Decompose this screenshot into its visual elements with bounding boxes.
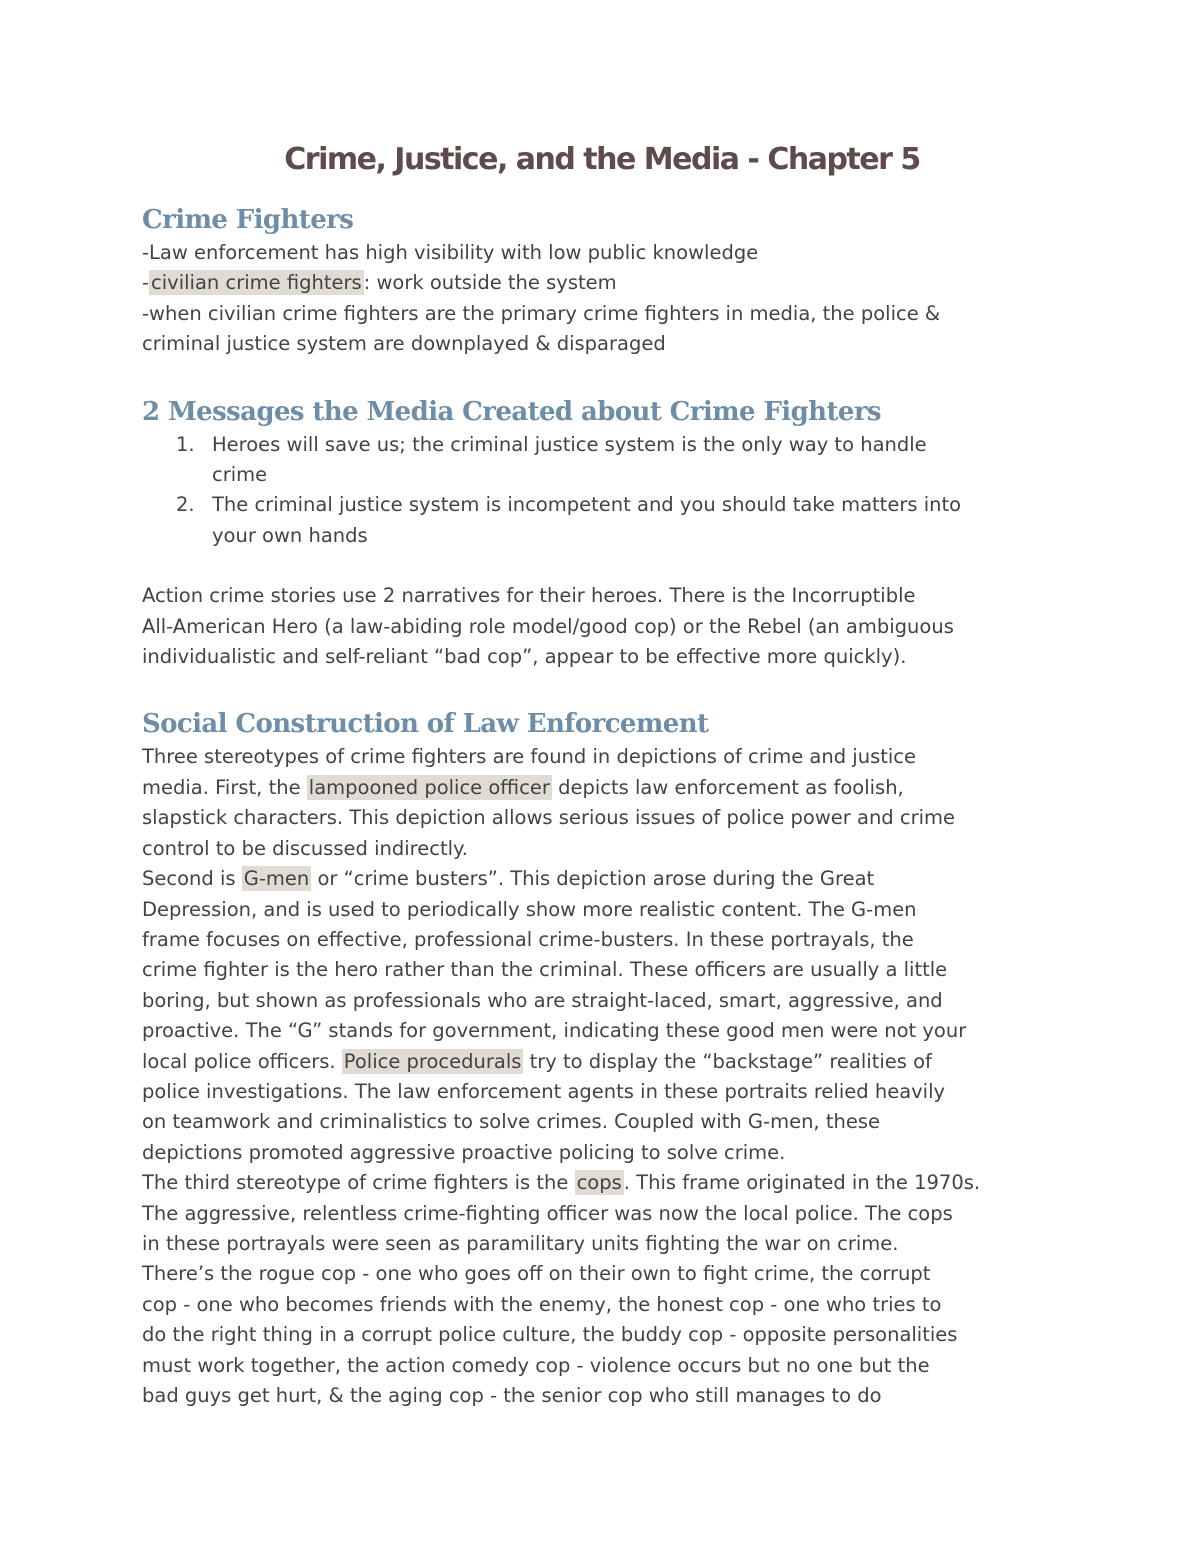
body-line: on teamwork and criminalistics to solve crimes. Coupled with G-men, these (142, 1110, 880, 1134)
line-prefix: Second is (142, 867, 242, 891)
body-line: cop - one who becomes friends with the enemy, the honest cop - one who tries to (142, 1292, 942, 1316)
body-line: -Law enforcement has high visibility with low public knowledge (142, 241, 759, 264)
line-suffix: depicts law enforcement as foolish, (551, 775, 904, 799)
line-suffix: : work outside the system (363, 271, 617, 295)
body-line: Depression, and is used to periodically show more realistic content. The G-men (142, 897, 917, 921)
line-suffix: or “crime busters”. This depiction arose during the Great (311, 867, 875, 891)
list-item (142, 490, 1062, 551)
numbered-list (142, 430, 1062, 552)
line-suffix: . This frame originated in the 1970s. (623, 1171, 981, 1195)
body-line: All-American Hero (a law-abiding role model/good cop) or the Rebel (an ambiguous (142, 614, 954, 638)
body-line (142, 864, 1062, 894)
body-line: boring, but shown as professionals who are straight-laced, smart, aggressive, and (142, 988, 943, 1012)
list-item-line: Heroes will save us; the criminal justice system is the only way to handle (212, 432, 927, 456)
highlighted-term: lampooned police officer (308, 775, 550, 799)
body-line: bad guys get hurt, & the aging cop - the senior cop who still manages to do (142, 1384, 882, 1407)
section-messages (142, 394, 1062, 673)
document-page (142, 140, 1062, 1411)
body-line: must work together, the action comedy cop - violence occurs but no one but the (142, 1353, 930, 1377)
body-line: Action crime stories use 2 narratives for their heroes. There is the Incorruptible (142, 584, 916, 608)
list-item-line: your own hands (212, 523, 368, 547)
highlighted-term: civilian crime fighters (151, 271, 362, 295)
line-suffix: try to display the “backstage” realities of (523, 1049, 932, 1073)
body-line: do the right thing in a corrupt police culture, the buddy cop - opposite personalities (142, 1323, 958, 1347)
line-prefix: The third stereotype of crime fighters is the (142, 1171, 575, 1195)
document-title: Crime, Justice, and the Media - Chapter 5 (284, 142, 920, 177)
body-line (142, 773, 1062, 803)
body-line: Three stereotypes of crime fighters are found in depictions of crime and justice (142, 745, 917, 769)
body-line (142, 1047, 1062, 1077)
body-line: control to be discussed indirectly. (142, 836, 468, 860)
body-line (142, 268, 1062, 298)
line-prefix: local police officers. (142, 1049, 342, 1073)
section-social-construction (142, 706, 1062, 1411)
body-line: criminal justice system are downplayed & disparaged (142, 332, 666, 356)
line-prefix: - (142, 271, 150, 295)
list-item (142, 430, 1062, 491)
body-line: individualistic and self-reliant “bad cop”, appear to be effective more quickly). (142, 645, 907, 669)
body-line: frame focuses on effective, professional crime-busters. In these portrayals, the (142, 927, 914, 951)
body-line (142, 1168, 1062, 1198)
body-line: The aggressive, relentless crime-fighting officer was now the local police. The cops (142, 1201, 953, 1225)
body-line: police investigations. The law enforcement agents in these portraits relied heavily (142, 1079, 946, 1103)
body-line: There’s the rogue cop - one who goes off on their own to fight crime, the corrupt (142, 1262, 931, 1286)
section-heading: Social Construction of Law Enforcement (142, 709, 709, 740)
section-heading: Crime Fighters (142, 205, 354, 235)
body-line: crime fighter is the hero rather than the criminal. These officers are usually a little (142, 958, 948, 982)
body-line: slapstick characters. This depiction allows serious issues of police power and crime (142, 806, 956, 830)
list-number: 2. (176, 493, 195, 517)
list-item-line: crime (212, 463, 268, 487)
highlighted-term: cops (576, 1171, 622, 1195)
body-line: proactive. The “G” stands for government, indicating these good men were not your (142, 1019, 967, 1043)
body-line: depictions promoted aggressive proactive policing to solve crime. (142, 1140, 786, 1164)
highlighted-term: Police procedurals (343, 1049, 522, 1073)
highlighted-term: G-men (243, 867, 310, 891)
list-number: 1. (176, 432, 195, 456)
section-crime-fighters (142, 202, 1062, 360)
body-line: -when civilian crime fighters are the primary crime fighters in media, the police & (142, 301, 941, 325)
line-prefix: media. First, the (142, 775, 307, 799)
list-item-line: The criminal justice system is incompetent and you should take matters into (212, 493, 962, 517)
section-heading: 2 Messages the Media Created about Crime Fighters (142, 396, 881, 427)
body-line: in these portrayals were seen as paramilitary units fighting the war on crime. (142, 1231, 899, 1255)
